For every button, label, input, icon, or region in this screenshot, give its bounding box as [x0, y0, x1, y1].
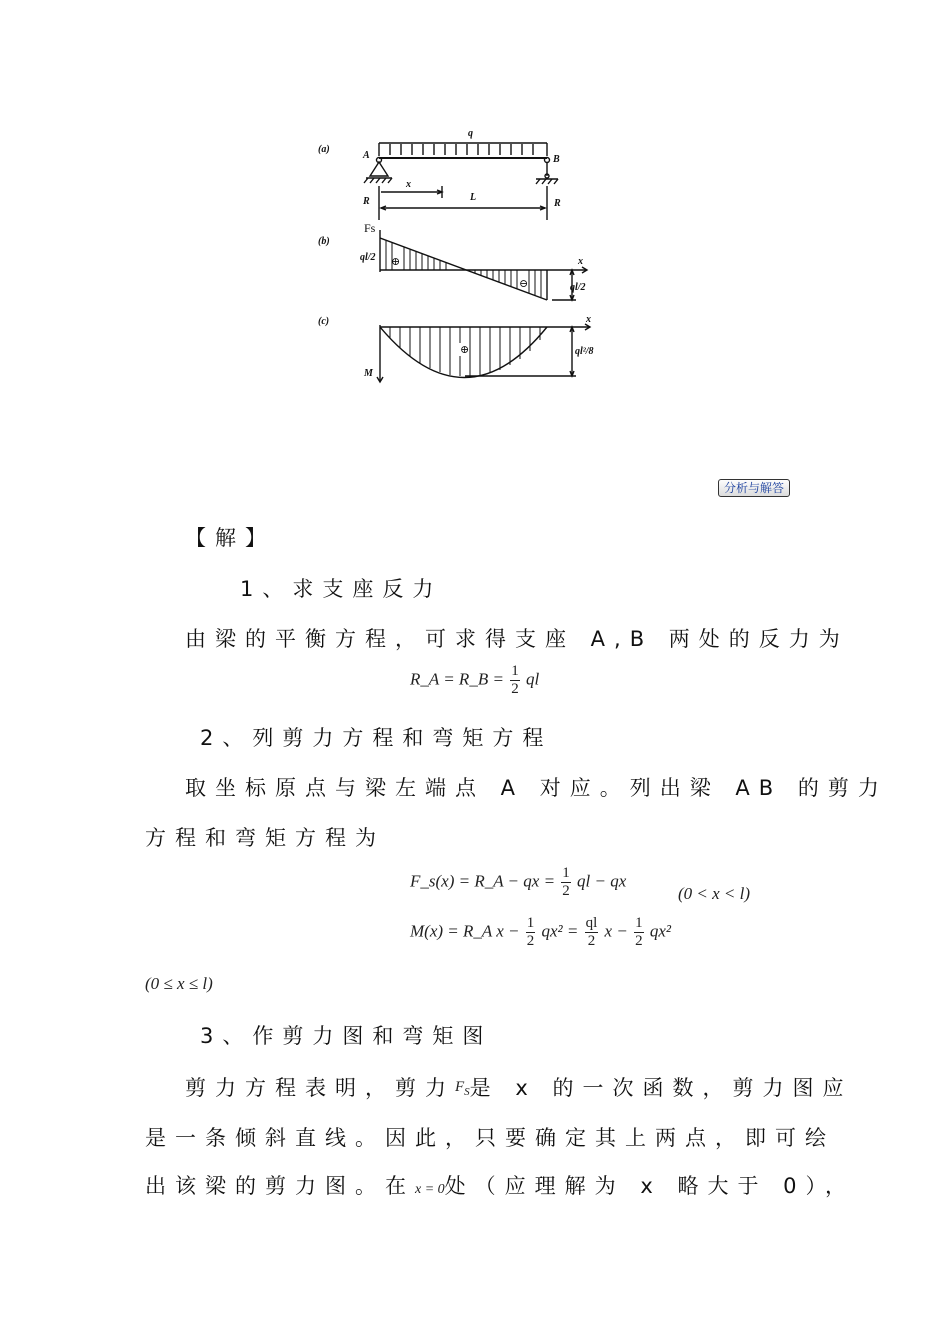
axis-x-label-shear: x — [578, 256, 583, 267]
plus-sign-moment: ⊕ — [460, 344, 470, 356]
minus-sign-shear: ⊖ — [519, 278, 529, 290]
analysis-answer-button[interactable]: 分析与解答 — [718, 479, 790, 497]
axis-x-label-moment: x — [586, 314, 591, 325]
step3-title: 3、作剪力图和弯矩图 — [200, 1024, 493, 1048]
span-label: L — [470, 192, 477, 203]
paragraph-line2: 是一条倾斜直线。因此，只要确定其上两点，即可绘 — [145, 1126, 835, 1150]
moment-max-label: ql²/8 — [575, 346, 594, 357]
equation-moment: M(x) = R_A x − $\frac{1}{2}$ qx² = $\frac{ql}{2}$ x − $\frac{1}{2}$ qx² — [410, 915, 671, 949]
label-c: (c) — [318, 316, 330, 327]
equation-shear: F_s(x) = R_A − qx = $\frac{1}{2}$ ql − qx — [410, 865, 627, 899]
paragraph-line1: 剪力方程表明，剪力$F_S$是 x 的一次函数，剪力图应 — [185, 1076, 853, 1100]
step2-text-line1: 取坐标原点与梁左端点 A 对应。列出梁 AB 的剪力 — [185, 776, 888, 800]
reaction-right-label: R — [554, 198, 561, 209]
plus-sign-shear: ⊕ — [391, 256, 401, 268]
shear-left-label: ql/2 — [360, 252, 376, 263]
equation-shear-range: (0 < x < l) — [678, 884, 751, 903]
shear-axis-label: Fs — [364, 221, 376, 235]
solution-header: 【解】 — [185, 526, 275, 550]
support-a — [370, 162, 388, 176]
paragraph-line3: 出该梁的剪力图。在x = 0处（应理解为 x 略大于 0）， — [145, 1174, 855, 1198]
step1-text: 由梁的平衡方程，可求得支座 A,B 两处的反力为 — [185, 627, 849, 651]
moment-axis-label: M — [364, 368, 373, 379]
load-label: q — [468, 128, 473, 139]
reaction-left-label: R — [363, 196, 370, 207]
shear-right-label: ql/2 — [570, 282, 586, 293]
label-a: (a) — [318, 144, 330, 155]
step2-title: 2、列剪力方程和弯矩方程 — [200, 726, 553, 750]
point-a-label: A — [363, 150, 370, 161]
coord-x-label: x — [406, 179, 411, 190]
beam-diagram — [300, 120, 620, 390]
label-b: (b) — [318, 236, 330, 247]
point-b-label: B — [553, 154, 560, 165]
step2-text-line2: 方程和弯矩方程为 — [145, 826, 385, 850]
equation-moment-range: (0 ≤ x ≤ l) — [145, 974, 213, 993]
equation-reactions: R_A = R_B = $\frac{1}{2}$ ql — [410, 663, 540, 697]
step1-title: 1、求支座反力 — [240, 577, 443, 601]
